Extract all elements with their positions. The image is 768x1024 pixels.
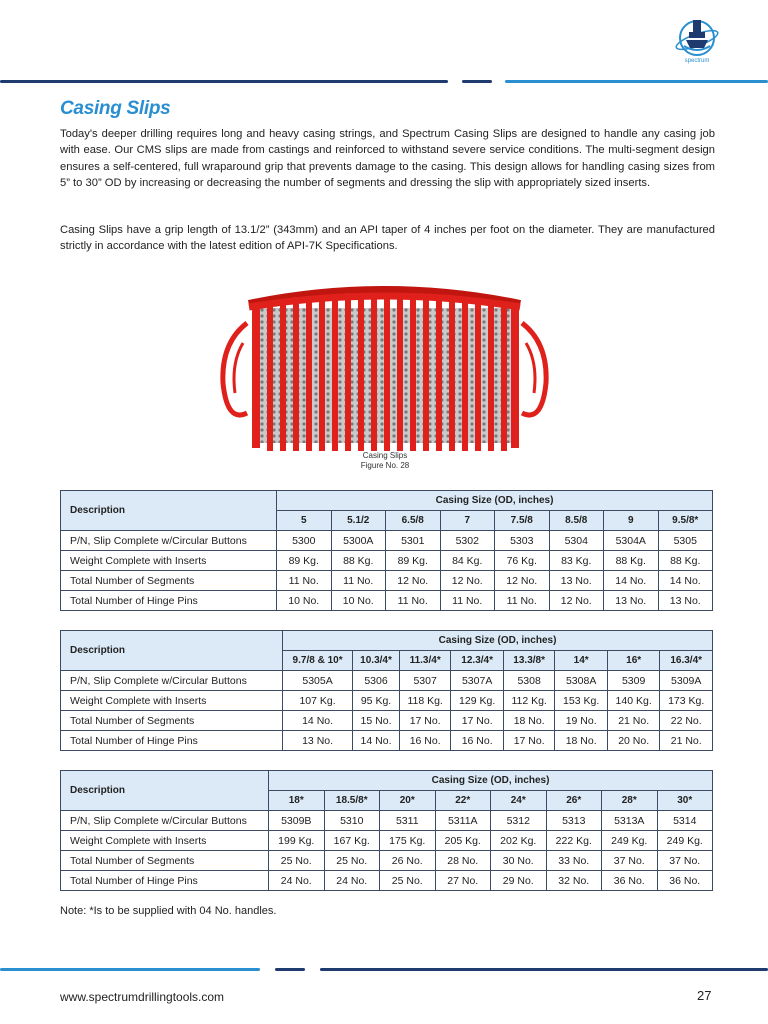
casing-slips-table-2	[60, 630, 713, 751]
size-cell: 16.3/4*	[660, 651, 713, 671]
value-cell: 173 Kg.	[660, 691, 713, 711]
value-cell: 88 Kg.	[331, 551, 386, 571]
value-cell: 88 Kg.	[604, 551, 659, 571]
value-cell: 25 No.	[324, 851, 380, 871]
value-cell: 16 No.	[451, 731, 504, 751]
size-cell: 28*	[602, 791, 658, 811]
value-cell: 5301	[386, 531, 441, 551]
value-cell: 5300	[277, 531, 332, 551]
value-cell: 167 Kg.	[324, 831, 380, 851]
value-cell: 5310	[324, 811, 380, 831]
value-cell: 5303	[495, 531, 550, 551]
value-cell: 37 No.	[602, 851, 658, 871]
spectrum-logo	[664, 8, 730, 74]
value-cell: 32 No.	[546, 871, 602, 891]
value-cell: 12 No.	[440, 571, 495, 591]
value-cell: 5304	[549, 531, 604, 551]
value-cell: 11 No.	[331, 571, 386, 591]
header-rule	[0, 80, 448, 83]
description-header: Description	[61, 491, 277, 531]
value-cell: 5313	[546, 811, 602, 831]
value-cell: 10 No.	[277, 591, 332, 611]
value-cell: 11 No.	[386, 591, 441, 611]
table-row	[61, 851, 713, 871]
footer-rule-accent	[275, 968, 305, 971]
value-cell: 13 No.	[658, 591, 713, 611]
row-label: Total Number of Segments	[61, 711, 283, 731]
value-cell: 199 Kg.	[269, 831, 325, 851]
value-cell: 33 No.	[546, 851, 602, 871]
value-cell: 14 No.	[604, 571, 659, 591]
value-cell: 5300A	[331, 531, 386, 551]
casing-size-header: Casing Size (OD, inches)	[269, 771, 713, 791]
value-cell: 140 Kg.	[607, 691, 660, 711]
value-cell: 10 No.	[331, 591, 386, 611]
value-cell: 84 Kg.	[440, 551, 495, 571]
row-label: Total Number of Segments	[61, 571, 277, 591]
value-cell: 5309A	[660, 671, 713, 691]
value-cell: 11 No.	[440, 591, 495, 611]
size-cell: 22*	[435, 791, 491, 811]
row-label: P/N, Slip Complete w/Circular Buttons	[61, 671, 283, 691]
value-cell: 12 No.	[549, 591, 604, 611]
table-row	[61, 571, 713, 591]
value-cell: 36 No.	[657, 871, 713, 891]
value-cell: 18 No.	[503, 711, 555, 731]
value-cell: 13 No.	[549, 571, 604, 591]
value-cell: 5308A	[555, 671, 608, 691]
row-label: Total Number of Hinge Pins	[61, 731, 283, 751]
value-cell: 28 No.	[435, 851, 491, 871]
value-cell: 5311	[380, 811, 436, 831]
value-cell: 14 No.	[283, 711, 353, 731]
size-cell: 9.5/8*	[658, 511, 713, 531]
size-cell: 18*	[269, 791, 325, 811]
website-link[interactable]: www.spectrumdrillingtools.com	[60, 990, 225, 1004]
logo-text: spectrum	[684, 58, 710, 64]
value-cell: 12 No.	[495, 571, 550, 591]
description-header: Description	[61, 771, 269, 811]
value-cell: 24 No.	[269, 871, 325, 891]
value-cell: 18 No.	[555, 731, 608, 751]
value-cell: 21 No.	[607, 711, 660, 731]
row-label: P/N, Slip Complete w/Circular Buttons	[61, 531, 277, 551]
value-cell: 12 No.	[386, 571, 441, 591]
size-cell: 7	[440, 511, 495, 531]
row-label: Total Number of Hinge Pins	[61, 591, 277, 611]
value-cell: 25 No.	[380, 871, 436, 891]
value-cell: 5313A	[602, 811, 658, 831]
value-cell: 5306	[353, 671, 400, 691]
value-cell: 153 Kg.	[555, 691, 608, 711]
table-row	[61, 831, 713, 851]
casing-size-header: Casing Size (OD, inches)	[283, 631, 713, 651]
table-row	[61, 711, 713, 731]
value-cell: 5304A	[604, 531, 659, 551]
value-cell: 88 Kg.	[658, 551, 713, 571]
value-cell: 37 No.	[657, 851, 713, 871]
value-cell: 14 No.	[353, 731, 400, 751]
value-cell: 5311A	[435, 811, 491, 831]
value-cell: 20 No.	[607, 731, 660, 751]
size-cell: 6.5/8	[386, 511, 441, 531]
size-cell: 18.5/8*	[324, 791, 380, 811]
table-row	[61, 671, 713, 691]
value-cell: 22 No.	[660, 711, 713, 731]
value-cell: 5309B	[269, 811, 325, 831]
size-cell: 8.5/8	[549, 511, 604, 531]
value-cell: 11 No.	[277, 571, 332, 591]
figure-caption: Casing Slips	[362, 451, 408, 460]
value-cell: 13 No.	[283, 731, 353, 751]
footer-rule-right	[320, 968, 768, 971]
size-cell: 12.3/4*	[451, 651, 504, 671]
size-cell: 9.7/8 & 10*	[283, 651, 353, 671]
spec-paragraph: Casing Slips have a grip length of 13.1/2” (343mm) and an API taper of 4 inches per foot on the diameter. They are manufactured strictly in accordance with the latest edition of API-7K Specifications.	[60, 224, 715, 253]
value-cell: 249 Kg.	[602, 831, 658, 851]
value-cell: 112 Kg.	[503, 691, 555, 711]
footer-rule-left	[0, 968, 260, 971]
size-cell: 7.5/8	[495, 511, 550, 531]
table-row	[61, 691, 713, 711]
size-cell: 26*	[546, 791, 602, 811]
value-cell: 26 No.	[380, 851, 436, 871]
value-cell: 222 Kg.	[546, 831, 602, 851]
row-label: Weight Complete with Inserts	[61, 691, 283, 711]
page-title: Casing Slips	[60, 98, 171, 119]
row-label: Total Number of Segments	[61, 851, 269, 871]
page-number: 27	[697, 988, 712, 1003]
value-cell: 205 Kg.	[435, 831, 491, 851]
value-cell: 5305	[658, 531, 713, 551]
value-cell: 5314	[657, 811, 713, 831]
size-cell: 10.3/4*	[353, 651, 400, 671]
value-cell: 17 No.	[451, 711, 504, 731]
value-cell: 89 Kg.	[386, 551, 441, 571]
value-cell: 107 Kg.	[283, 691, 353, 711]
table-row	[61, 531, 713, 551]
value-cell: 27 No.	[435, 871, 491, 891]
row-label: Weight Complete with Inserts	[61, 551, 277, 571]
value-cell: 30 No.	[491, 851, 547, 871]
size-cell: 30*	[657, 791, 713, 811]
value-cell: 89 Kg.	[277, 551, 332, 571]
value-cell: 249 Kg.	[657, 831, 713, 851]
header-rule-right	[505, 80, 768, 83]
value-cell: 5312	[491, 811, 547, 831]
casing-slip-image	[217, 283, 552, 453]
value-cell: 129 Kg.	[451, 691, 504, 711]
figure-number: Figure No. 28	[360, 461, 410, 470]
table-row	[61, 731, 713, 751]
table-row	[61, 811, 713, 831]
value-cell: 16 No.	[399, 731, 451, 751]
table-row	[61, 591, 713, 611]
size-cell: 5.1/2	[331, 511, 386, 531]
value-cell: 95 Kg.	[353, 691, 400, 711]
size-cell: 9	[604, 511, 659, 531]
value-cell: 29 No.	[491, 871, 547, 891]
value-cell: 19 No.	[555, 711, 608, 731]
value-cell: 5309	[607, 671, 660, 691]
handles-note: Note: *Is to be supplied with 04 No. handles.	[60, 905, 277, 917]
header-rule-accent	[462, 80, 492, 83]
value-cell: 202 Kg.	[491, 831, 547, 851]
value-cell: 5302	[440, 531, 495, 551]
value-cell: 24 No.	[324, 871, 380, 891]
value-cell: 5307	[399, 671, 451, 691]
description-header: Description	[61, 631, 283, 671]
value-cell: 5307A	[451, 671, 504, 691]
casing-slips-table-3	[60, 770, 713, 891]
table-row	[61, 551, 713, 571]
value-cell: 83 Kg.	[549, 551, 604, 571]
row-label: Weight Complete with Inserts	[61, 831, 269, 851]
table-row	[61, 871, 713, 891]
size-cell: 16*	[607, 651, 660, 671]
value-cell: 11 No.	[495, 591, 550, 611]
size-cell: 13.3/8*	[503, 651, 555, 671]
value-cell: 118 Kg.	[399, 691, 451, 711]
value-cell: 36 No.	[602, 871, 658, 891]
value-cell: 13 No.	[604, 591, 659, 611]
value-cell: 17 No.	[503, 731, 555, 751]
size-cell: 14*	[555, 651, 608, 671]
value-cell: 76 Kg.	[495, 551, 550, 571]
size-cell: 11.3/4*	[399, 651, 451, 671]
row-label: Total Number of Hinge Pins	[61, 871, 269, 891]
value-cell: 14 No.	[658, 571, 713, 591]
value-cell: 5305A	[283, 671, 353, 691]
value-cell: 15 No.	[353, 711, 400, 731]
value-cell: 5308	[503, 671, 555, 691]
size-cell: 5	[277, 511, 332, 531]
value-cell: 25 No.	[269, 851, 325, 871]
value-cell: 175 Kg.	[380, 831, 436, 851]
value-cell: 21 No.	[660, 731, 713, 751]
casing-size-header: Casing Size (OD, inches)	[277, 491, 713, 511]
value-cell: 17 No.	[399, 711, 451, 731]
size-cell: 24*	[491, 791, 547, 811]
size-cell: 20*	[380, 791, 436, 811]
row-label: P/N, Slip Complete w/Circular Buttons	[61, 811, 269, 831]
intro-paragraph: Today's deeper drilling requires long and heavy casing strings, and Spectrum Casing Slips are designed to handle any casing job with ease. Our CMS slips are made from castings and reinforced to withstand severe service conditions. The multi-segment design ensures a self-centered, full wraparound grip that prevents damage to the casing. This design allows for handling casing sizes from 5” to 30” OD by increasing or decreasing the number of segments and dressing the slip with appropriately sized inserts.	[60, 128, 715, 190]
casing-slips-table-1	[60, 490, 713, 611]
